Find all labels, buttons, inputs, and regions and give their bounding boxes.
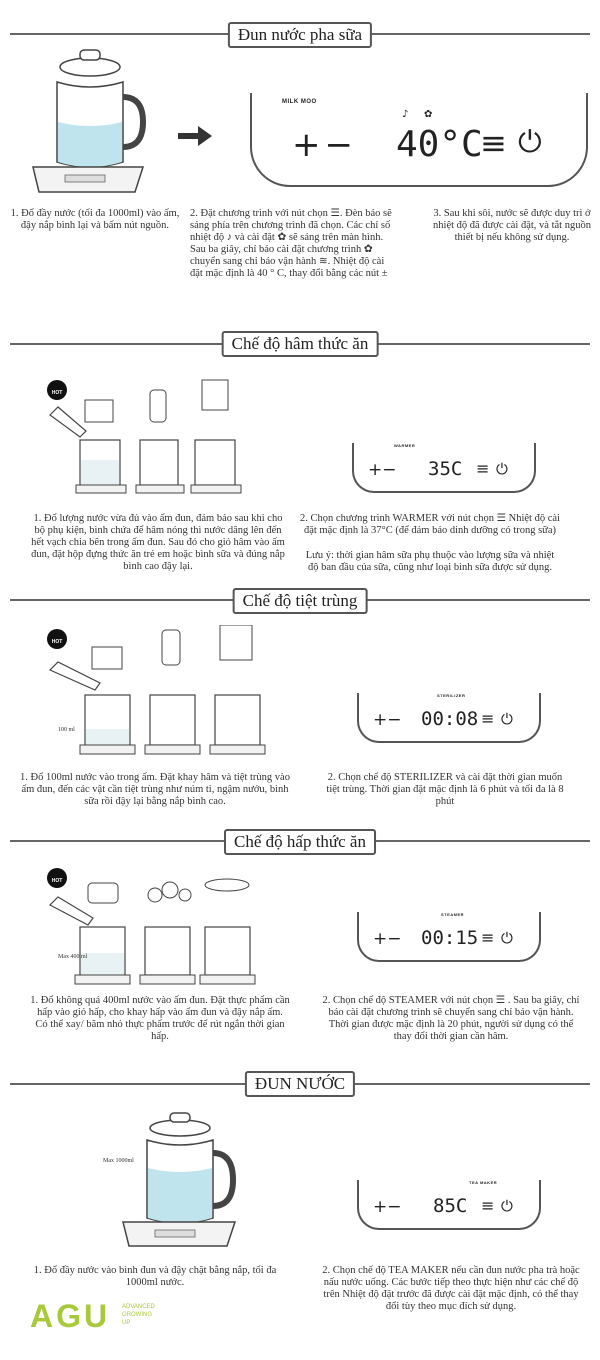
step-text: 1. Đổ lượng nước vừa đủ vào ấm đun, đảm bảo sau khi cho bộ phụ kiện, bình chứa để hâm nóng thì nước dâng lên đến hết vạch chia bên trong ấm đun. Sau đó cho giỏ hâm vào ấm đun, đặt hộp đựng thức ăn trẻ em hoặc bình sữa và đúng nắp bình cao đậy lại.: [31, 513, 285, 572]
menu-button-icon[interactable]: ≡: [481, 709, 495, 728]
brand-label: TEA MAKER: [469, 1180, 498, 1185]
hot-warning-icon: HOT: [47, 629, 67, 649]
hot-warning-icon: HOT: [47, 868, 67, 888]
step-text: 1. Đổ không quá 400ml nước vào ấm đun. Đặt thực phẩm cần hấp vào giỏ hấp, cho khay hấp vào ấm đun và đậy nắp ấm. Có thể xay/ băm nhỏ thực phẩm trước để rút ngắn thời gian hấp.: [30, 995, 290, 1042]
step-text: 2. Chọn chế độ TEA MAKER nếu cần đun nước pha trà hoặc nấu nước uống. Các bước tiếp theo thực hiện như các chế độ trên Nhiệt độ đặt trước đã được cài đặt mặc định, có thể thay đổi tùy theo mục đích sử dụng.: [322, 1265, 580, 1312]
kettle-illustration: [25, 42, 155, 197]
water-level-label: 100 ml: [58, 727, 75, 733]
step-text: 2. Chọn chế độ STERILIZER và cài đặt thời gian muốn tiệt trùng. Thời gian đặt mặc định là 6 phút và tối đa là 8 phút: [326, 772, 564, 807]
section-title-boil-milk: Đun nước pha sữa: [228, 22, 372, 48]
setting-indicator-icon: ✿: [424, 109, 433, 120]
steamer-steps-illustration: [40, 865, 260, 995]
step-text: 1. Đổ đầy nước (tối đa 1000ml) vào ấm, đậy nắp bình lại và bấm nút nguồn.: [10, 208, 180, 231]
control-panel-display: [357, 912, 541, 962]
thermometer-icon: ♪: [402, 109, 409, 120]
menu-button-icon[interactable]: ≡: [476, 459, 490, 478]
step-text: 2. Chọn chế độ STEAMER với nút chọn ☰ . Sau ba giây, chỉ báo cài đặt chương trình sẽ chuyển sang chỉ báo vận hành. Thời gian được mặc định là 20 phút, người sử dụng có thể thay đổi thời gian cần hâm.: [322, 995, 580, 1042]
power-button-icon[interactable]: ⏻: [518, 125, 542, 160]
warmer-steps-illustration: [40, 375, 250, 505]
step-text: Lưu ý: thời gian hâm sữa phụ thuộc vào lượng sữa và nhiệt độ ban đầu của sữa, cũng như loại bình sữa được sử dụng.: [305, 550, 555, 573]
plus-minus-buttons[interactable]: +−: [373, 1197, 402, 1217]
logo-tagline-line: UP: [122, 1320, 131, 1326]
timer-display: 00:15: [421, 927, 479, 949]
plus-minus-buttons[interactable]: +−: [373, 929, 402, 949]
water-level-label: Max 400 ml: [58, 954, 88, 960]
brand-label: WARMER: [394, 443, 416, 448]
control-panel-display: [250, 93, 588, 187]
power-button-icon[interactable]: ⏻: [501, 1197, 513, 1215]
menu-button-icon[interactable]: ≡: [481, 1196, 495, 1215]
menu-button-icon[interactable]: ≡: [480, 124, 507, 162]
brand-label: STEAMER: [441, 912, 465, 917]
menu-button-icon[interactable]: ≡: [481, 928, 495, 947]
hot-warning-icon: HOT: [47, 380, 67, 400]
logo-tagline: [122, 1303, 155, 1327]
brand-label: STERILIZER: [437, 693, 466, 698]
timer-display: 00:08: [421, 708, 479, 730]
section-title-boil-water: ĐUN NƯỚC: [245, 1071, 355, 1097]
step-text: 1. Đổ đầy nước vào bình đun và đậy chặt bằng nắp, tối đa 1000ml nước.: [33, 1265, 277, 1288]
logo-tagline-line: GROWING: [122, 1312, 152, 1318]
section-title-sterilizer: Chế độ tiệt trùng: [233, 588, 368, 614]
water-level-label: Max 1000ml: [103, 1158, 134, 1164]
agu-logo: AGU: [30, 1298, 111, 1334]
section-title-steamer: Chế độ hấp thức ăn: [224, 829, 376, 855]
sterilizer-steps-illustration: [40, 625, 280, 765]
step-text: 3. Sau khi sôi, nước sẽ được duy trì ở nhiệt độ đã được cài đặt, và tắt nguồn thiết bị nếu không sử dụng.: [433, 208, 591, 243]
step-text: 2. Chọn chương trình WARMER với nút chọn ☰ Nhiệt độ cài đặt mặc định là 37°C (để đảm bảo dinh dưỡng có trong sữa): [300, 513, 560, 536]
step-text: 2. Đặt chương trình với nút chọn ☰. Đèn báo sẽ sáng phía trên chương trình đã chọn. Các chỉ số nhiệt độ ♪ và cài đặt ✿ sẽ sáng trên màn hình. Sau ba giây, chỉ báo cài đặt chương trình ✿ chuyển sang chỉ báo vận hành ≋. Nhiệt độ cài đặt mặc định là 40 ° C, thay đổi bằng các nút ±: [190, 208, 392, 279]
power-button-icon[interactable]: ⏻: [501, 929, 513, 947]
step-text: 1. Đổ 100ml nước vào trong ấm. Đặt khay hâm và tiệt trùng vào ấm đun, đến các vật cần tiệt trùng như núm ti, ngậm nướu, bình sữa rồi đậy lại bằng nắp bình cao.: [20, 772, 290, 807]
plus-minus-buttons[interactable]: +−: [373, 710, 402, 730]
plus-minus-buttons[interactable]: +−: [292, 125, 357, 165]
power-button-icon[interactable]: ⏻: [501, 710, 513, 728]
arrow-right-icon: [178, 126, 212, 146]
brand-label: MILK MOO: [282, 99, 317, 105]
temperature-display: 85C: [433, 1195, 468, 1217]
power-button-icon[interactable]: ⏻: [496, 460, 508, 478]
control-panel-display: [352, 443, 536, 493]
kettle-illustration: [115, 1108, 245, 1248]
control-panel-display: [357, 1180, 541, 1230]
control-panel-display: [357, 693, 541, 743]
plus-minus-buttons[interactable]: +−: [368, 460, 397, 480]
section-title-warmer: Chế độ hâm thức ăn: [222, 331, 379, 357]
temperature-display: 40°C: [396, 124, 483, 165]
temperature-display: 35C: [428, 458, 463, 480]
logo-tagline-line: ADVANCED: [122, 1304, 155, 1310]
